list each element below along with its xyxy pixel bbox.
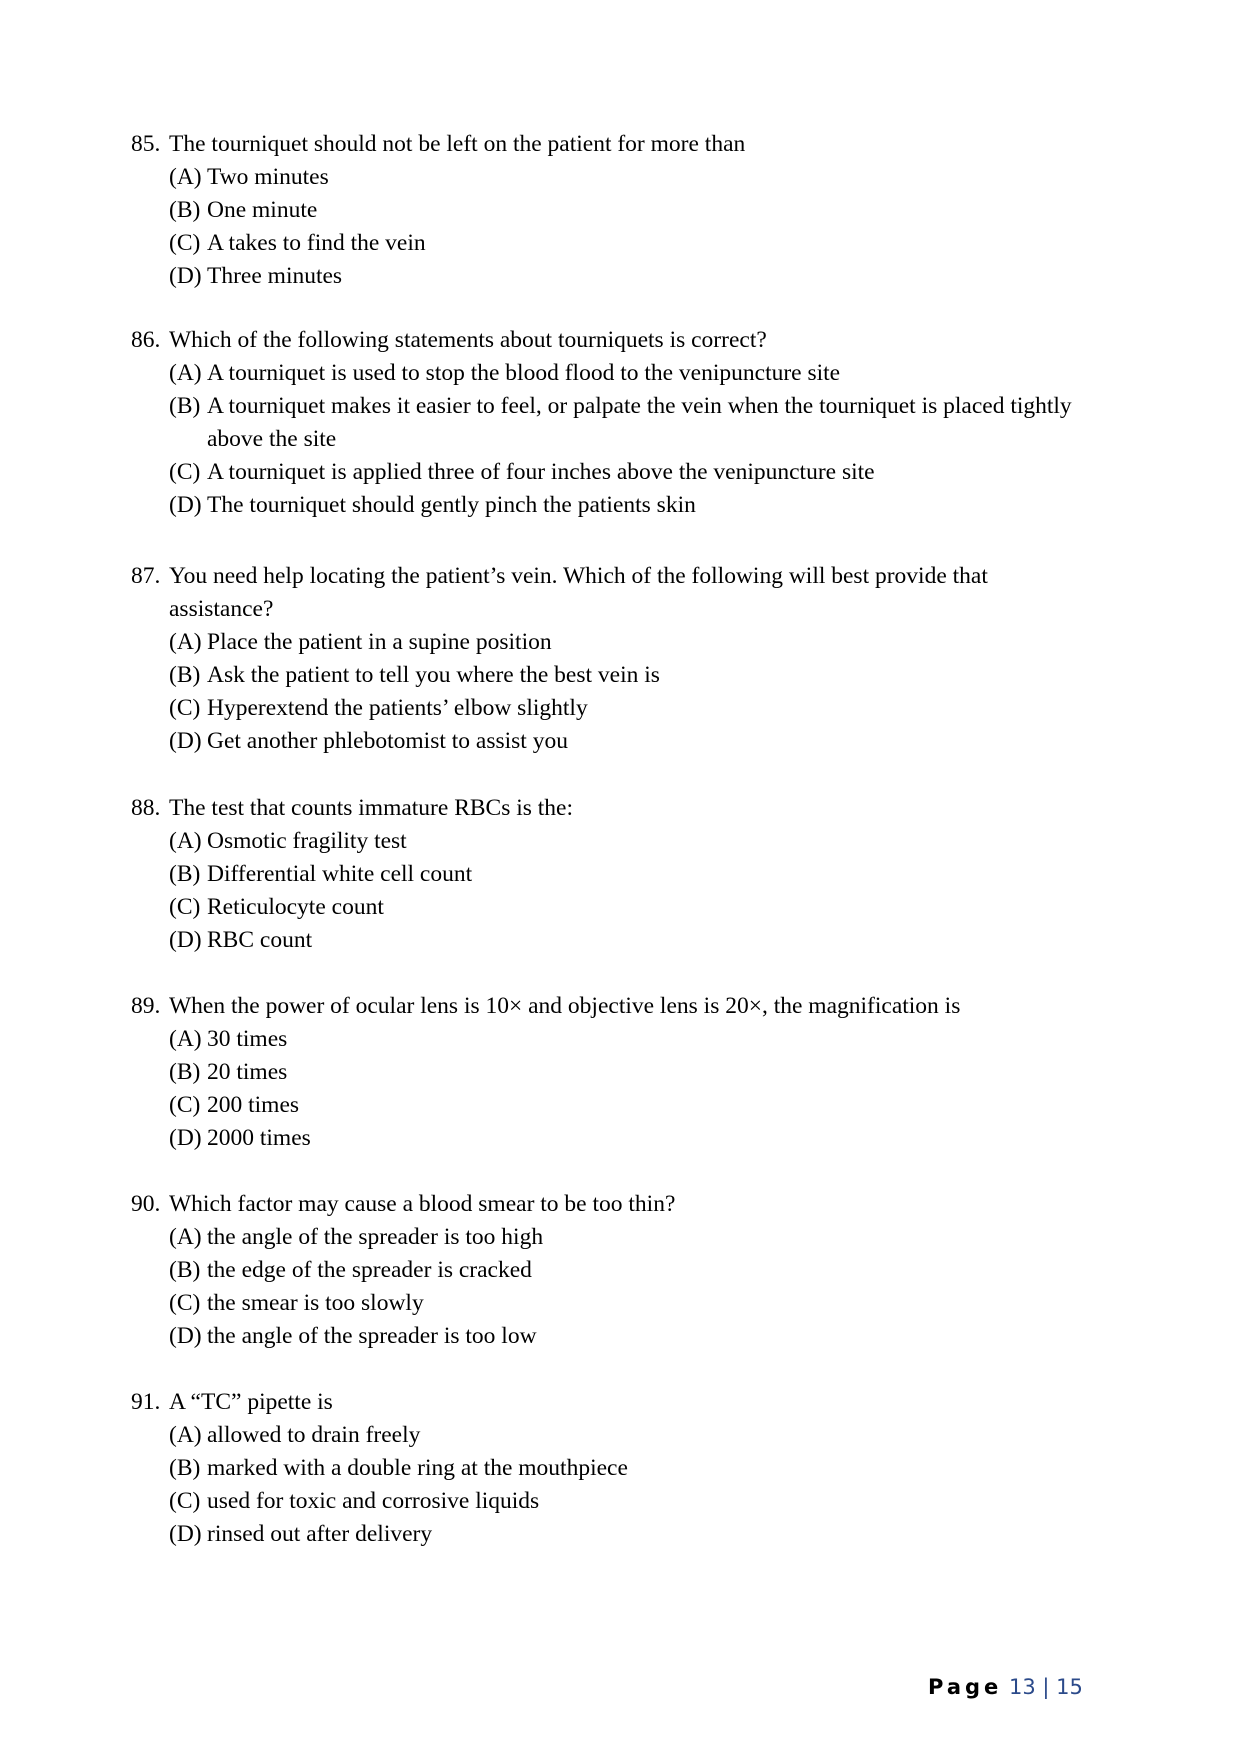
option-text: Get another phlebotomist to assist you (207, 728, 568, 754)
question-number: 85. (131, 131, 161, 157)
option-d (131, 489, 1091, 522)
option-text: used for toxic and corrosive liquids (207, 1488, 540, 1514)
option-b (131, 1452, 1091, 1485)
option-text: Place the patient in a supine position (207, 629, 552, 655)
option-label: (D) (169, 927, 202, 953)
option-label: (B) (169, 1059, 201, 1085)
option-text: allowed to drain freely (207, 1422, 421, 1448)
option-label: (B) (169, 861, 201, 887)
question-85 (131, 128, 1091, 293)
option-text: A tourniquet is applied three of four inches above the venipuncture site (207, 459, 875, 485)
question-text: Which factor may cause a blood smear to be too thin? (169, 1191, 676, 1217)
option-text: A tourniquet makes it easier to feel, or palpate the vein when the tourniquet is placed tightly above the site (207, 393, 1072, 452)
option-label: (B) (169, 197, 201, 223)
total-pages-number: 15 (1056, 1675, 1083, 1699)
option-d (131, 260, 1091, 293)
option-label: (C) (169, 894, 201, 920)
option-text: Osmotic fragility test (207, 828, 407, 854)
current-page-number: 13 (1008, 1675, 1036, 1699)
page-label: Page (928, 1675, 1003, 1699)
question-stem (131, 990, 1091, 1023)
option-label: (A) (169, 1422, 202, 1448)
question-number: 91. (131, 1389, 161, 1415)
option-label: (D) (169, 728, 202, 754)
option-d (131, 924, 1091, 957)
question-stem (131, 1386, 1091, 1419)
question-88 (131, 792, 1091, 957)
option-a (131, 626, 1091, 659)
question-stem (131, 792, 1091, 825)
option-text: A tourniquet is used to stop the blood flood to the venipuncture site (207, 360, 841, 386)
option-text: Ask the patient to tell you where the best vein is (207, 662, 660, 688)
option-label: (D) (169, 263, 202, 289)
question-91 (131, 1386, 1091, 1551)
option-label: (C) (169, 1290, 201, 1316)
option-b (131, 390, 1091, 456)
option-a (131, 1419, 1091, 1452)
option-a (131, 357, 1091, 390)
question-text: The test that counts immature RBCs is the: (169, 795, 574, 821)
question-number: 88. (131, 795, 161, 821)
option-a (131, 825, 1091, 858)
option-label: (C) (169, 1488, 201, 1514)
option-text: The tourniquet should gently pinch the patients skin (207, 492, 696, 518)
option-text: One minute (207, 197, 318, 223)
option-text: Hyperextend the patients’ elbow slightly (207, 695, 588, 721)
option-c (131, 1089, 1091, 1122)
question-stem (131, 1188, 1091, 1221)
option-a (131, 161, 1091, 194)
option-label: (A) (169, 1026, 202, 1052)
option-text: rinsed out after delivery (207, 1521, 433, 1547)
option-label: (D) (169, 1521, 202, 1547)
question-text: You need help locating the patient’s vein. Which of the following will best provide that assistance? (169, 563, 988, 622)
option-text: 20 times (207, 1059, 288, 1085)
option-c (131, 1287, 1091, 1320)
option-text: Three minutes (207, 263, 343, 289)
option-label: (C) (169, 459, 201, 485)
option-label: (C) (169, 1092, 201, 1118)
option-text: the smear is too slowly (207, 1290, 424, 1316)
option-c (131, 1485, 1091, 1518)
option-label: (B) (169, 393, 201, 419)
option-label: (C) (169, 230, 201, 256)
option-label: (D) (169, 1323, 202, 1349)
option-text: 200 times (207, 1092, 300, 1118)
question-text: Which of the following statements about tourniquets is correct? (169, 327, 767, 353)
option-c (131, 227, 1091, 260)
question-87 (131, 560, 1091, 758)
option-label: (A) (169, 360, 202, 386)
question-number: 86. (131, 327, 161, 353)
option-label: (D) (169, 1125, 202, 1151)
option-text: Differential white cell count (207, 861, 473, 887)
option-d (131, 1122, 1091, 1155)
option-text: 30 times (207, 1026, 288, 1052)
option-label: (A) (169, 629, 202, 655)
question-text: A “TC” pipette is (169, 1389, 333, 1415)
option-label: (A) (169, 828, 202, 854)
question-89 (131, 990, 1091, 1155)
option-b (131, 659, 1091, 692)
option-a (131, 1221, 1091, 1254)
option-label: (A) (169, 1224, 202, 1250)
question-90 (131, 1188, 1091, 1353)
option-label: (A) (169, 164, 202, 190)
option-a (131, 1023, 1091, 1056)
question-number: 90. (131, 1191, 161, 1217)
question-text: The tourniquet should not be left on the patient for more than (169, 131, 746, 157)
option-b (131, 194, 1091, 227)
option-text: marked with a double ring at the mouthpiece (207, 1455, 628, 1481)
question-number: 89. (131, 993, 161, 1019)
option-label: (C) (169, 695, 201, 721)
question-number: 87. (131, 563, 161, 589)
option-text: 2000 times (207, 1125, 311, 1151)
option-c (131, 891, 1091, 924)
option-text: A takes to find the vein (207, 230, 426, 256)
option-text: Two minutes (207, 164, 329, 190)
question-stem (131, 128, 1091, 161)
option-b (131, 1056, 1091, 1089)
question-stem (131, 560, 1091, 626)
question-text: When the power of ocular lens is 10× and objective lens is 20×, the magnification is (169, 993, 961, 1019)
option-text: the edge of the spreader is cracked (207, 1257, 532, 1283)
option-c (131, 692, 1091, 725)
option-b (131, 858, 1091, 891)
option-d (131, 1518, 1091, 1551)
option-b (131, 1254, 1091, 1287)
option-text: RBC count (207, 927, 313, 953)
question-86 (131, 324, 1091, 522)
option-d (131, 1320, 1091, 1353)
page-separator: | (1042, 1675, 1050, 1699)
option-label: (D) (169, 492, 202, 518)
option-text: the angle of the spreader is too high (207, 1224, 544, 1250)
page-footer (928, 1675, 1083, 1699)
question-stem (131, 324, 1091, 357)
option-label: (B) (169, 662, 201, 688)
option-c (131, 456, 1091, 489)
option-label: (B) (169, 1455, 201, 1481)
option-d (131, 725, 1091, 758)
option-label: (B) (169, 1257, 201, 1283)
option-text: Reticulocyte count (207, 894, 384, 920)
option-text: the angle of the spreader is too low (207, 1323, 537, 1349)
